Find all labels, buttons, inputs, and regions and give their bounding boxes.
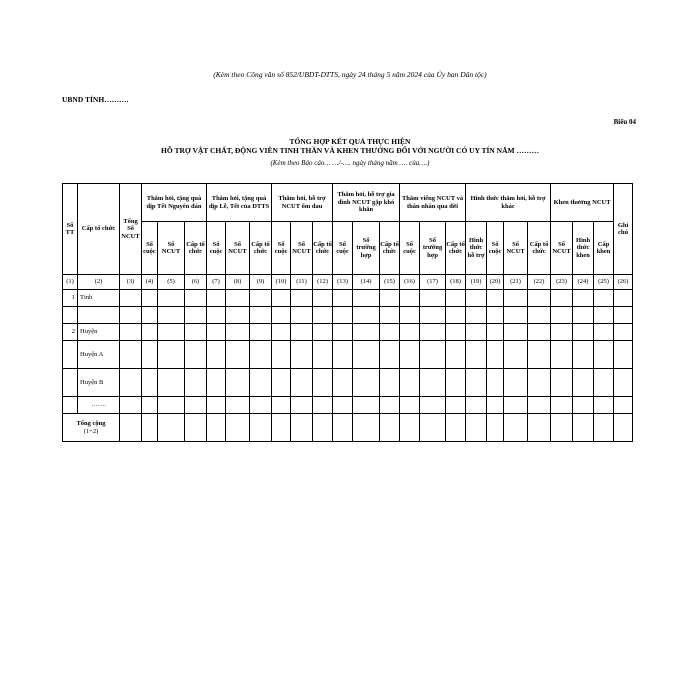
summary-table: [62, 183, 633, 442]
sub-header: Cấp tổ chức: [446, 222, 466, 275]
col-number: (5): [158, 275, 185, 290]
col-number: (9): [250, 275, 272, 290]
table-row-total: [63, 414, 633, 442]
title-line-1: TỔNG HỢP KẾT QUẢ THỰC HIỆN: [289, 137, 411, 146]
sub-header: Số trường hợp: [353, 222, 380, 275]
table-row-district-b: [63, 369, 633, 397]
table-row-district-a: [63, 341, 633, 369]
dispatch-note: (Kèm theo Công văn số 852/UBDT-DTTS, ngày 24 tháng 5 năm 2024 của Ủy ban Dân tộc): [213, 70, 487, 79]
group-hardship: Thăm hỏi, hỗ trợ gia đình NCUT gặp khó khăn: [333, 184, 400, 222]
sub-header: Số NCUT: [226, 222, 250, 275]
group-sick: Thăm hỏi, hỗ trợ NCUT ốm đau: [272, 184, 333, 222]
col-number: (8): [226, 275, 250, 290]
row-label: Huyện B: [78, 369, 120, 397]
sub-header: Số cuộc: [400, 222, 420, 275]
sub-header: Cấp khen: [594, 222, 614, 275]
col-number: (6): [185, 275, 207, 290]
sub-header: Cấp tổ chức: [380, 222, 400, 275]
col-total: Tổng Số NCUT: [120, 184, 142, 275]
sub-header: Cấp tổ chức: [185, 222, 207, 275]
total-label-text: Tổng cộng: [76, 420, 106, 427]
sub-header: Số NCUT: [291, 222, 313, 275]
sub-header: Số cuộc: [487, 222, 504, 275]
col-number: (23): [551, 275, 573, 290]
sub-header: Số NCUT: [504, 222, 528, 275]
col-number: (18): [446, 275, 466, 290]
col-number: (2): [78, 275, 120, 290]
col-number: (16): [400, 275, 420, 290]
row-label: Tỉnh: [78, 290, 120, 307]
group-festival: Thăm hỏi, tặng quà dịp Lễ, Tết của DTTS: [207, 184, 272, 222]
col-number: (19): [466, 275, 487, 290]
sub-header: Số NCUT: [158, 222, 185, 275]
total-formula: (1+2): [83, 427, 99, 435]
row-stt: 1: [63, 290, 78, 307]
col-note: Ghi chú: [614, 184, 633, 275]
title-line-2: HỖ TRỢ VẬT CHẤT, ĐỘNG VIÊN TINH THẦN VÀ KHEN THƯỞNG ĐỐI VỚI NGƯỜI CÓ UY TÍN NĂM ………: [161, 146, 539, 155]
group-reward: Khen thưởng NCUT: [551, 184, 614, 222]
col-number: (20): [487, 275, 504, 290]
sub-header: Cấp tổ chức: [250, 222, 272, 275]
col-number: (11): [291, 275, 313, 290]
sub-header: Số cuộc: [333, 222, 353, 275]
sub-header: Hình thức hỗ trợ: [466, 222, 487, 275]
group-other: Hình thức thăm hỏi, hỗ trợ khác: [466, 184, 551, 222]
table-row-blank: [63, 307, 633, 324]
sub-header: Hình thức khen: [573, 222, 594, 275]
col-number: (17): [420, 275, 446, 290]
total-label: [63, 414, 120, 442]
col-number: (12): [313, 275, 333, 290]
row-stt: 2: [63, 324, 78, 341]
report-subtitle: (Kèm theo Báo cáo… …/-…. ngày tháng năm …. của….): [270, 159, 430, 167]
sub-header: Số cuộc: [207, 222, 226, 275]
sub-header: Số trường hợp: [420, 222, 446, 275]
issuing-unit: UBND TỈNH……….: [62, 95, 129, 104]
col-stt: Số TT: [63, 184, 78, 275]
table-row-district: [63, 324, 633, 341]
col-number: (15): [380, 275, 400, 290]
col-number: (1): [63, 275, 78, 290]
col-number: (4): [142, 275, 158, 290]
sub-header: Cấp tổ chức: [528, 222, 551, 275]
col-number: (7): [207, 275, 226, 290]
table-row-province: [63, 290, 633, 307]
form-label: Biểu 04: [613, 118, 636, 126]
col-number: (26): [614, 275, 633, 290]
col-level: Cấp tổ chức: [78, 184, 120, 275]
col-number: (21): [504, 275, 528, 290]
col-number: (14): [353, 275, 380, 290]
sub-header: Số cuộc: [272, 222, 291, 275]
col-number: (22): [528, 275, 551, 290]
row-label: Huyện: [78, 324, 120, 341]
col-number: (25): [594, 275, 614, 290]
group-tet: Thăm hỏi, tặng quà dịp Tết Nguyên đán: [142, 184, 207, 222]
group-funeral: Thăm viếng NCUT và thân nhân qua đời: [400, 184, 466, 222]
row-label: …….: [78, 397, 120, 414]
table-row-more: [63, 397, 633, 414]
col-number: (3): [120, 275, 142, 290]
column-number-row: [63, 275, 633, 290]
sub-header: Số NCUT: [551, 222, 573, 275]
sub-header: Cấp tổ chức: [313, 222, 333, 275]
report-title: [0, 137, 700, 155]
row-label: Huyện A: [78, 341, 120, 369]
col-number: (24): [573, 275, 594, 290]
sub-header: Số cuộc: [142, 222, 158, 275]
col-number: (13): [333, 275, 353, 290]
col-number: (10): [272, 275, 291, 290]
